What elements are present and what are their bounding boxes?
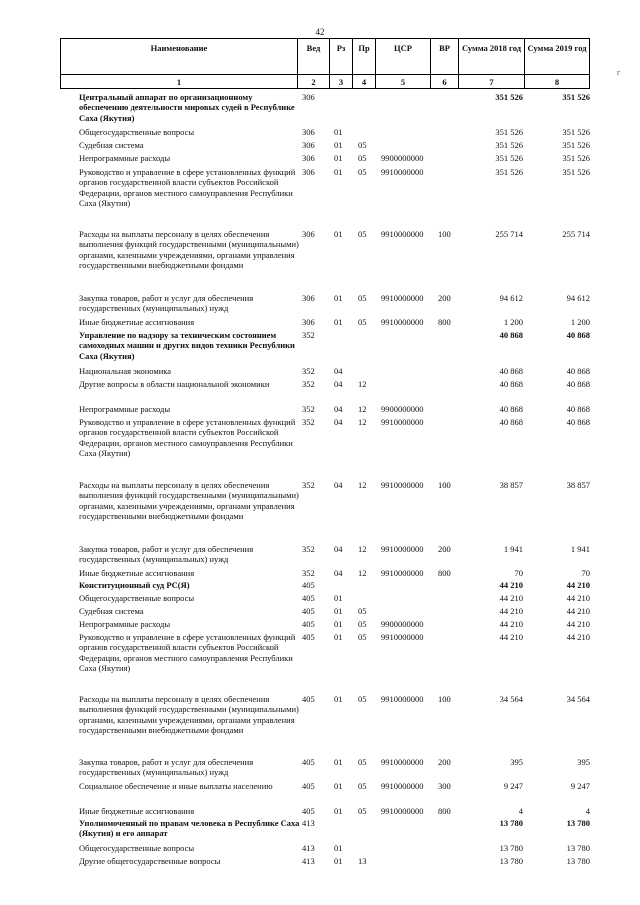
row-csr: 9900000000	[381, 619, 424, 629]
row-rz: 04	[334, 379, 343, 389]
row-sum-2019: 13 780	[566, 843, 590, 853]
header-vr: ВР	[430, 38, 459, 75]
row-ved: 352	[302, 379, 315, 389]
row-rz: 01	[334, 140, 343, 150]
row-name: Другие вопросы в области национальной экономики	[79, 379, 270, 389]
row-sum-2018: 44 210	[499, 593, 523, 603]
row-name: Закупка товаров, работ и услуг для обеспечения государственных (муниципальных) нужд	[79, 757, 254, 778]
row-csr: 9910000000	[381, 806, 424, 816]
row-sum-2019: 40 868	[566, 404, 590, 414]
row-ved: 413	[302, 843, 315, 853]
row-name: Закупка товаров, работ и услуг для обеспечения государственных (муниципальных) нужд	[79, 544, 254, 565]
row-sum-2018: 351 526	[495, 140, 523, 150]
row-pr: 05	[358, 140, 367, 150]
row-sum-2018: 44 210	[499, 580, 523, 590]
row-rz: 04	[334, 404, 343, 414]
row-sum-2018: 94 612	[499, 293, 523, 303]
row-name: Уполномоченный по правам человека в Республике Саха (Якутия) и его аппарат	[79, 818, 300, 839]
row-sum-2019: 40 868	[566, 379, 590, 389]
row-pr: 05	[358, 757, 367, 767]
row-ved: 352	[302, 417, 315, 427]
row-sum-2019: 4	[585, 806, 590, 816]
header-num-6: 6	[430, 74, 459, 89]
row-name: Судебная система	[79, 606, 144, 616]
row-name: Руководство и управление в сфере установленных функций органов государственной власти субъектов Российской Федерации, органов местного самоуправления Республики Саха (Якутия)	[79, 417, 296, 458]
row-sum-2018: 351 526	[495, 92, 523, 102]
row-sum-2018: 351 526	[495, 153, 523, 163]
row-sum-2018: 13 780	[499, 843, 523, 853]
row-sum-2018: 9 247	[503, 781, 523, 791]
row-sum-2019: 38 857	[566, 480, 590, 490]
row-name: Центральный аппарат по организационному обеспечению деятельности мировых судей в Республике Саха (Якутия)	[79, 92, 295, 123]
row-ved: 352	[302, 404, 315, 414]
row-sum-2019: 44 210	[566, 580, 590, 590]
row-sum-2019: 1 200	[570, 317, 590, 327]
row-rz: 01	[334, 806, 343, 816]
header-pr: Пр	[352, 38, 376, 75]
row-sum-2019: 34 564	[566, 694, 590, 704]
header-num-5: 5	[375, 74, 431, 89]
row-ved: 413	[302, 856, 315, 866]
row-pr: 05	[358, 317, 367, 327]
row-sum-2018: 1 200	[503, 317, 523, 327]
row-csr: 9910000000	[381, 568, 424, 578]
row-ved: 405	[302, 694, 315, 704]
row-csr: 9910000000	[381, 544, 424, 554]
row-name: Общегосударственные вопросы	[79, 593, 195, 603]
row-sum-2018: 44 210	[499, 606, 523, 616]
row-rz: 01	[334, 229, 343, 239]
row-name: Расходы на выплаты персоналу в целях обеспечения выполнения функций государственными (муниципальными) органами, казенными учреждениями, органами управления государственными внебюджетными фондами	[79, 229, 299, 270]
row-sum-2019: 395	[577, 757, 590, 767]
row-name: Иные бюджетные ассигнования	[79, 568, 195, 578]
row-rz: 01	[334, 843, 343, 853]
header-num-8: 8	[524, 74, 590, 89]
row-csr: 9900000000	[381, 153, 424, 163]
row-rz: 01	[334, 293, 343, 303]
row-pr: 13	[358, 856, 367, 866]
row-pr: 05	[358, 293, 367, 303]
row-vr: 200	[438, 544, 451, 554]
row-sum-2019: 40 868	[566, 330, 590, 340]
row-name: Национальная экономика	[79, 366, 172, 376]
row-rz: 01	[334, 757, 343, 767]
row-pr: 12	[358, 544, 367, 554]
header-rz: Рз	[329, 38, 353, 75]
page-number: 42	[315, 27, 325, 37]
row-csr: 9910000000	[381, 317, 424, 327]
row-ved: 352	[302, 544, 315, 554]
row-ved: 405	[302, 593, 315, 603]
row-name: Судебная система	[79, 140, 144, 150]
row-pr: 05	[358, 806, 367, 816]
row-ved: 352	[302, 568, 315, 578]
row-csr: 9910000000	[381, 781, 424, 791]
row-sum-2019: 70	[581, 568, 590, 578]
row-ved: 306	[302, 140, 315, 150]
row-sum-2018: 40 868	[499, 366, 523, 376]
header-num-1: 1	[60, 74, 298, 89]
row-sum-2018: 40 868	[499, 379, 523, 389]
row-sum-2019: 351 526	[562, 167, 590, 177]
row-rz: 04	[334, 568, 343, 578]
row-vr: 300	[438, 781, 451, 791]
row-vr: 800	[438, 568, 451, 578]
row-sum-2019: 1 941	[570, 544, 590, 554]
margin-mark: г	[617, 68, 621, 77]
row-sum-2019: 40 868	[566, 366, 590, 376]
row-name: Руководство и управление в сфере установленных функций органов государственной власти субъектов Российской Федерации, органов местного самоуправления Республики Саха (Якутия)	[79, 632, 296, 673]
row-pr: 12	[358, 568, 367, 578]
row-csr: 9910000000	[381, 694, 424, 704]
row-rz: 04	[334, 417, 343, 427]
header-num-3: 3	[329, 74, 353, 89]
row-ved: 306	[302, 127, 315, 137]
row-ved: 306	[302, 229, 315, 239]
row-name: Руководство и управление в сфере установленных функций органов государственной власти субъектов Российской Федерации, органов местного самоуправления Республики Саха (Якутия)	[79, 167, 296, 208]
row-vr: 200	[438, 293, 451, 303]
row-ved: 306	[302, 153, 315, 163]
row-sum-2019: 351 526	[562, 127, 590, 137]
row-vr: 200	[438, 757, 451, 767]
row-ved: 405	[302, 606, 315, 616]
row-rz: 01	[334, 606, 343, 616]
row-sum-2018: 40 868	[499, 404, 523, 414]
row-rz: 01	[334, 317, 343, 327]
row-name: Непрограммные расходы	[79, 153, 171, 163]
row-name: Непрограммные расходы	[79, 404, 171, 414]
row-name: Управление по надзору за техническим состоянием самоходных машин и других видов техники Республики Саха (Якутия)	[79, 330, 295, 361]
row-sum-2018: 351 526	[495, 167, 523, 177]
row-ved: 352	[302, 330, 315, 340]
row-ved: 306	[302, 317, 315, 327]
row-sum-2018: 38 857	[499, 480, 523, 490]
row-ved: 306	[302, 167, 315, 177]
row-name: Расходы на выплаты персоналу в целях обеспечения выполнения функций государственными (муниципальными) органами, казенными учреждениями, органами управления государственными внебюджетными фондами	[79, 694, 299, 735]
row-rz: 04	[334, 366, 343, 376]
row-name: Непрограммные расходы	[79, 619, 171, 629]
row-sum-2018: 351 526	[495, 127, 523, 137]
header-sum-2019: Сумма 2019 год	[524, 38, 590, 75]
row-pr: 05	[358, 153, 367, 163]
row-sum-2019: 351 526	[562, 140, 590, 150]
row-rz: 01	[334, 127, 343, 137]
table-header	[60, 38, 590, 89]
row-vr: 100	[438, 229, 451, 239]
row-ved: 413	[302, 818, 315, 828]
row-csr: 9900000000	[381, 404, 424, 414]
row-name: Расходы на выплаты персоналу в целях обеспечения выполнения функций государственными (муниципальными) органами, казенными учреждениями, органами управления государственными внебюджетными фондами	[79, 480, 299, 521]
row-name: Социальное обеспечение и иные выплаты населению	[79, 781, 273, 791]
row-name: Закупка товаров, работ и услуг для обеспечения государственных (муниципальных) нужд	[79, 293, 254, 314]
row-pr: 05	[358, 632, 367, 642]
row-sum-2018: 44 210	[499, 619, 523, 629]
row-sum-2018: 4	[518, 806, 523, 816]
row-sum-2019: 44 210	[566, 632, 590, 642]
row-vr: 100	[438, 480, 451, 490]
row-ved: 405	[302, 632, 315, 642]
row-sum-2019: 13 780	[566, 856, 590, 866]
row-pr: 12	[358, 417, 367, 427]
row-csr: 9910000000	[381, 293, 424, 303]
row-sum-2019: 44 210	[566, 593, 590, 603]
row-sum-2019: 9 247	[570, 781, 590, 791]
row-ved: 405	[302, 619, 315, 629]
row-pr: 05	[358, 694, 367, 704]
row-name: Конституционный суд РС(Я)	[79, 580, 190, 590]
row-ved: 306	[302, 293, 315, 303]
row-sum-2018: 395	[510, 757, 523, 767]
row-sum-2019: 44 210	[566, 619, 590, 629]
header-sum-2018: Сумма 2018 год	[458, 38, 525, 75]
header-num-4: 4	[352, 74, 376, 89]
row-rz: 04	[334, 480, 343, 490]
row-vr: 100	[438, 694, 451, 704]
row-sum-2018: 13 780	[499, 856, 523, 866]
row-sum-2019: 351 526	[562, 153, 590, 163]
header-csr: ЦСР	[375, 38, 431, 75]
row-csr: 9910000000	[381, 229, 424, 239]
row-pr: 12	[358, 379, 367, 389]
row-sum-2019: 13 780	[566, 818, 590, 828]
row-ved: 306	[302, 92, 315, 102]
row-csr: 9910000000	[381, 480, 424, 490]
row-sum-2018: 13 780	[499, 818, 523, 828]
row-name: Иные бюджетные ассигнования	[79, 806, 195, 816]
header-num-2: 2	[297, 74, 330, 89]
row-pr: 05	[358, 619, 367, 629]
row-rz: 01	[334, 632, 343, 642]
row-csr: 9910000000	[381, 167, 424, 177]
row-sum-2018: 40 868	[499, 330, 523, 340]
row-csr: 9910000000	[381, 632, 424, 642]
row-rz: 01	[334, 781, 343, 791]
row-pr: 05	[358, 229, 367, 239]
row-sum-2019: 44 210	[566, 606, 590, 616]
row-rz: 01	[334, 619, 343, 629]
row-vr: 800	[438, 317, 451, 327]
row-ved: 352	[302, 480, 315, 490]
row-csr: 9910000000	[381, 757, 424, 767]
row-sum-2018: 34 564	[499, 694, 523, 704]
row-sum-2018: 70	[514, 568, 523, 578]
row-vr: 800	[438, 806, 451, 816]
row-ved: 405	[302, 781, 315, 791]
row-sum-2019: 351 526	[562, 92, 590, 102]
row-rz: 01	[334, 593, 343, 603]
row-rz: 01	[334, 167, 343, 177]
row-name: Общегосударственные вопросы	[79, 127, 195, 137]
row-ved: 405	[302, 580, 315, 590]
row-pr: 12	[358, 480, 367, 490]
row-name: Другие общегосударственные вопросы	[79, 856, 221, 866]
row-name: Общегосударственные вопросы	[79, 843, 195, 853]
row-ved: 405	[302, 806, 315, 816]
row-sum-2019: 255 714	[562, 229, 590, 239]
row-pr: 05	[358, 167, 367, 177]
row-csr: 9910000000	[381, 417, 424, 427]
row-sum-2019: 94 612	[566, 293, 590, 303]
row-name: Иные бюджетные ассигнования	[79, 317, 195, 327]
row-sum-2018: 44 210	[499, 632, 523, 642]
row-ved: 405	[302, 757, 315, 767]
row-rz: 01	[334, 856, 343, 866]
row-rz: 01	[334, 153, 343, 163]
row-pr: 12	[358, 404, 367, 414]
row-sum-2018: 40 868	[499, 417, 523, 427]
header-num-7: 7	[458, 74, 525, 89]
row-rz: 01	[334, 694, 343, 704]
row-sum-2018: 1 941	[503, 544, 523, 554]
row-pr: 05	[358, 781, 367, 791]
header-ved: Вед	[297, 38, 330, 75]
row-pr: 05	[358, 606, 367, 616]
header-name: Наименование	[60, 38, 298, 75]
row-rz: 04	[334, 544, 343, 554]
row-sum-2018: 255 714	[495, 229, 523, 239]
row-sum-2019: 40 868	[566, 417, 590, 427]
row-ved: 352	[302, 366, 315, 376]
